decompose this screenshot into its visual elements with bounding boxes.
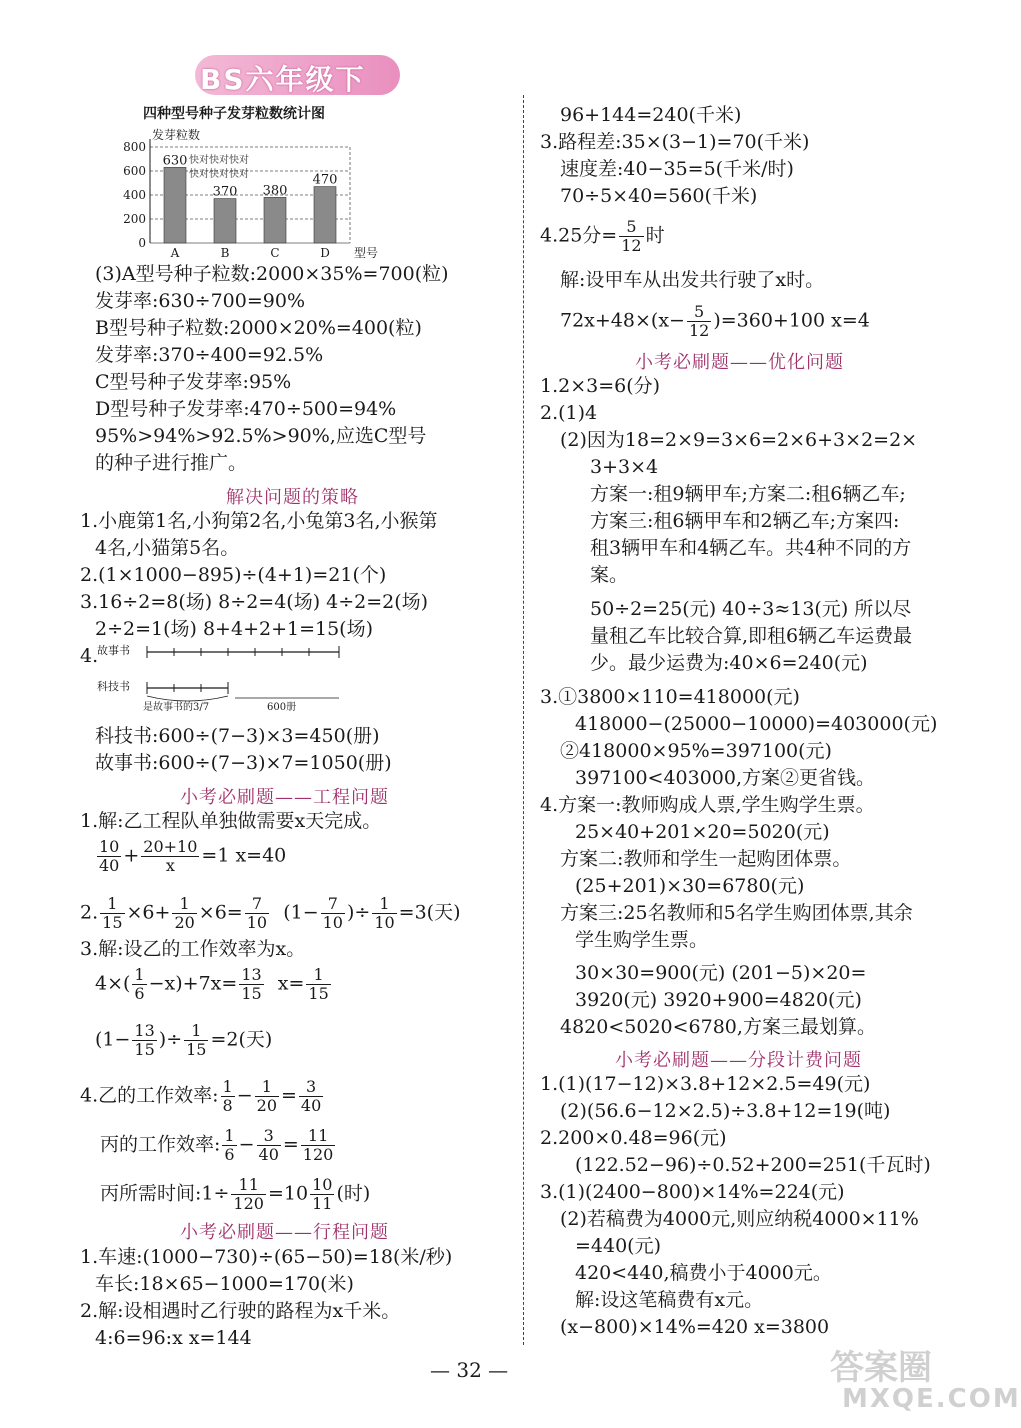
- answer-line: 30×30=900(元) (201−5)×20=: [575, 962, 867, 984]
- answer-line: 方案三:25名教师和5名学生购团体票,其余: [560, 902, 913, 924]
- answer-line: ②418000×95%=397100(元): [560, 740, 832, 762]
- diagram-600: 600册: [267, 702, 297, 713]
- answer-line: 1.车速:(1000−730)÷(65−50)=18(米/秒): [80, 1246, 453, 1268]
- answer-line: 50÷2=25(元) 40÷3≈13(元) 所以尽: [590, 598, 912, 620]
- answer-line: 案。: [590, 564, 629, 586]
- answer-line: (x−800)×14%=420 x=3800: [560, 1316, 830, 1338]
- equation: 2. $\frac{1}{15}$ ×6+ $\frac{1}{20}$ ×6= $\frac{7}{10}$ (1− $\frac{7}{10}$ )÷ $\frac{1}{10}$ =3(天): [80, 894, 461, 932]
- answer-line: 的种子进行推广。: [95, 452, 248, 474]
- column-divider: [523, 95, 524, 1345]
- bar-value-label: 630: [162, 153, 188, 169]
- answer-line: 租3辆甲车和4辆乙车。共4种不同的方: [590, 537, 912, 559]
- equation: 丙的工作效率: $\frac{1}{6}$ − $\frac{3}{40}$ = $\frac{11}{120}$: [100, 1126, 334, 1164]
- answer-line: 科技书:600÷(7−3)×3=450(册): [95, 725, 380, 747]
- answer-line: 418000−(25000−10000)=403000(元): [575, 713, 938, 735]
- answer-line: 3.(1)(2400−800)×14%=224(元): [540, 1181, 845, 1203]
- answer-line: 方案二:教师和学生一起购团体票。: [560, 848, 852, 870]
- page-number: — 32 —: [430, 1358, 509, 1382]
- answer-line: 故事书:600÷(7−3)×7=1050(册): [95, 752, 392, 774]
- answer-line: 70÷5×40=560(千米): [560, 185, 758, 207]
- x-tick-label: C: [270, 246, 280, 260]
- bar: [214, 199, 236, 243]
- answer-line: (122.52−96)÷0.52+200=251(千瓦时): [575, 1154, 931, 1176]
- bar-value-label: 470: [312, 172, 338, 188]
- equation: 4.25分= $\frac{5}{12}$ 时: [540, 217, 665, 255]
- answer-line: 发芽率:630÷700=90%: [95, 290, 306, 312]
- answer-line: 量租乙车比较合算,即租6辆乙车运费最: [590, 625, 913, 647]
- equation: 4.乙的工作效率: $\frac{1}{8}$ − $\frac{1}{20}$ = $\frac{3}{40}$: [80, 1077, 322, 1115]
- answer-line: 少。最少运费为:40×6=240(元): [590, 652, 868, 674]
- answer-line: (25+201)×30=6780(元): [575, 875, 805, 897]
- germination-bar-chart: [118, 125, 378, 260]
- chart-annotation: 快对快对快对: [189, 169, 249, 180]
- bar-value-label: 380: [262, 183, 288, 199]
- x-tick-label: A: [170, 246, 180, 260]
- grade-badge-text: BS六年级下: [200, 63, 366, 96]
- y-tick-label: 400: [123, 188, 146, 202]
- answer-line: 420<440,稿费小于4000元。: [575, 1262, 832, 1284]
- answer-line: 1.(1)(17−12)×3.8+12×2.5=49(元): [540, 1073, 871, 1095]
- answer-line: 1.小鹿第1名,小狗第2名,小兔第3名,小猴第: [80, 510, 438, 532]
- chart-title: 四种型号种子发芽粒数统计图: [143, 106, 325, 122]
- answer-line: 3.路程差:35×(3−1)=70(千米): [540, 131, 810, 153]
- y-tick-label: 800: [123, 140, 146, 154]
- answer-line: 速度差:40−35=5(千米/时): [560, 158, 794, 180]
- bar: [164, 167, 186, 243]
- y-tick-label: 600: [123, 164, 146, 178]
- bar: [314, 187, 336, 243]
- watermark-logo: 答案圈: [830, 1348, 932, 1388]
- bar: [264, 197, 286, 243]
- answer-line: B型号种子粒数:2000×20%=400(粒): [95, 317, 422, 339]
- diagram-label-storybook: 故事书: [97, 644, 130, 657]
- y-axis-label: 发芽粒数: [152, 128, 201, 142]
- answer-line: 学生购学生票。: [575, 929, 709, 951]
- answer-line: 25×40+201×20=5020(元): [575, 821, 830, 843]
- section-title-strategy: 解决问题的策略: [226, 487, 359, 508]
- diagram-label-science: 科技书: [97, 680, 130, 693]
- answer-line: 发芽率:370÷400=92.5%: [95, 344, 324, 366]
- answer-line: 4:6=96:x x=144: [95, 1327, 252, 1349]
- bar-value-label: 370: [212, 184, 238, 200]
- answer-line: 2.(1)4: [540, 402, 598, 424]
- answer-line: 95%>94%>92.5%>90%,应选C型号: [95, 425, 427, 447]
- watermark-url: MXQE.COM: [842, 1384, 1021, 1414]
- answer-line: C型号种子发芽率:95%: [95, 371, 292, 393]
- answer-line: 3.16÷2=8(场) 8÷2=4(场) 4÷2=2(场): [80, 591, 429, 613]
- equation: 72x+48×(x− $\frac{5}{12}$ )=360+100 x=4: [560, 302, 870, 340]
- section-title-billing: 小考必刷题——分段计费问题: [615, 1050, 862, 1071]
- answer-line: (2)(56.6−12×2.5)÷3.8+12=19(吨): [560, 1100, 891, 1122]
- section-title-work: 小考必刷题——工程问题: [180, 787, 389, 808]
- diagram-note: 是故事书的3/7: [143, 702, 210, 713]
- equation: $\frac{10}{40}$ + $\frac{20+10}{x}$ =1 x=40: [99, 837, 287, 875]
- answer-line: 方案一:租9辆甲车;方案二:租6辆乙车;: [590, 483, 906, 505]
- y-tick-label: 200: [123, 212, 146, 226]
- answer-line: 2.解:设相遇时乙行驶的路程为x千米。: [80, 1300, 401, 1322]
- chart-annotation: 快对快对快对: [189, 155, 249, 166]
- answer-line: 3920(元) 3920+900=4820(元): [575, 989, 862, 1011]
- answer-line: 1.2×3=6(分): [540, 375, 661, 397]
- segment-diagram: [95, 640, 355, 712]
- answer-line: =440(元): [575, 1235, 662, 1257]
- answer-line: 3.解:设乙的工作效率为x。: [80, 938, 306, 960]
- answer-line: (2)若稿费为4000元,则应纳税4000×11%: [560, 1208, 919, 1230]
- answer-line: 车长:18×65−1000=170(米): [95, 1273, 354, 1295]
- answer-line: 397100<403000,方案②更省钱。: [575, 767, 876, 789]
- answer-line: 2.200×0.48=96(元): [540, 1127, 727, 1149]
- answer-line: 解:设甲车从出发共行驶了x时。: [560, 269, 825, 291]
- answer-line: (2)因为18=2×9=3×6=2×6+3×2=2×: [560, 429, 918, 451]
- equation: 丙所需时间:1÷ $\frac{11}{120}$ =10 $\frac{10}{11}$ (时): [100, 1175, 371, 1213]
- answer-line: 2.(1×1000−895)÷(4+1)=21(个): [80, 564, 387, 586]
- x-tick-label: D: [320, 246, 330, 260]
- answer-line: 4.: [80, 645, 99, 667]
- section-title-optimization: 小考必刷题——优化问题: [635, 352, 844, 373]
- answer-line: 4.方案一:教师购成人票,学生购学生票。: [540, 794, 875, 816]
- equation: (1− $\frac{13}{15}$ )÷ $\frac{1}{15}$ =2(天): [95, 1021, 273, 1059]
- answer-line: (3)A型号种子粒数:2000×35%=700(粒): [95, 263, 449, 285]
- equation: 4×( $\frac{1}{6}$ −x)+7x= $\frac{13}{15}$ x= $\frac{1}{15}$: [95, 965, 329, 1003]
- answer-line: 2÷2=1(场) 8+4+2+1=15(场): [95, 618, 374, 640]
- x-axis-label: 型号: [354, 246, 379, 260]
- answer-line: D型号种子发芽率:470÷500=94%: [95, 398, 397, 420]
- answer-line: 3+3×4: [590, 456, 659, 478]
- answer-line: 4820<5020<6780,方案三最划算。: [560, 1016, 876, 1038]
- answer-line: 方案三:租6辆甲车和2辆乙车;方案四:: [590, 510, 900, 532]
- answer-line: 1.解:乙工程队单独做需要x天完成。: [80, 810, 382, 832]
- answer-line: 4名,小猫第5名。: [95, 537, 240, 559]
- answer-line: 3.①3800×110=418000(元): [540, 686, 800, 708]
- x-tick-label: B: [220, 246, 230, 260]
- y-tick-label: 0: [138, 236, 146, 250]
- answer-line: 96+144=240(千米): [560, 104, 742, 126]
- answer-line: 解:设这笔稿费有x元。: [575, 1289, 764, 1311]
- section-title-travel: 小考必刷题——行程问题: [180, 1222, 389, 1243]
